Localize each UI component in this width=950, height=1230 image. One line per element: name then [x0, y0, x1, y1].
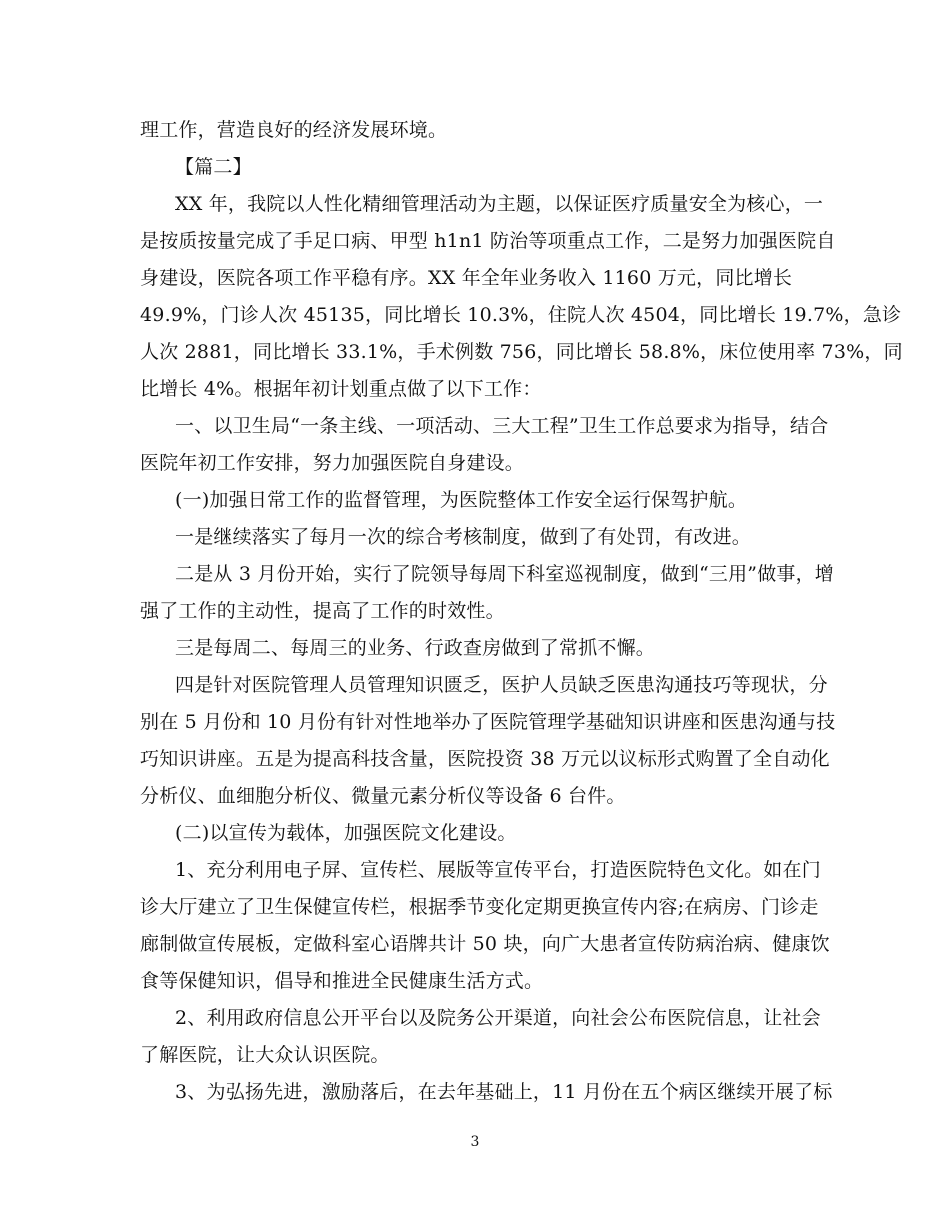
section-heading: 【篇二】	[175, 156, 252, 178]
text-line: 1、充分利用电子屏、宣传栏、展版等宣传平台，打造医院特色文化。如在门	[175, 859, 821, 881]
text-line: 别在 5 月份和 10 月份有针对性地举办了医院管理学基础知识讲座和医患沟通与技	[140, 711, 836, 733]
text-line: 比增长 4%。根据年初计划重点做了以下工作：	[140, 378, 542, 400]
text-line: 3、为弘扬先进，激励落后，在去年基础上，11 月份在五个病区继续开展了标	[175, 1081, 833, 1103]
text-line: 2、利用政府信息公开平台以及院务公开渠道，向社会公布医院信息，让社会	[175, 1007, 821, 1029]
text-line: 分析仪、血细胞分析仪、微量元素分析仪等设备 6 台件。	[140, 785, 626, 807]
text-line: 三是每周二、每周三的业务、行政查房做到了常抓不懈。	[175, 637, 656, 659]
text-line: 医院年初工作安排，努力加强医院自身建设。	[140, 452, 525, 474]
text-line: 是按质按量完成了手足口病、甲型 h1n1 防治等项重点工作，二是努力加强医院自	[140, 230, 836, 252]
text-line: 廊制做宣传展板，定做科室心语牌共计 50 块，向广大患者宣传防病治病、健康饮	[140, 933, 830, 955]
text-line: 49.9%，门诊人次 45135，同比增长 10.3%，住院人次 4504，同比增长 19.7%，急诊	[140, 304, 902, 326]
text-line: 二是从 3 月份开始，实行了院领导每周下科室巡视制度，做到“三用”做事，增	[175, 563, 834, 585]
text-line: 诊大厅建立了卫生保健宣传栏，根据季节变化定期更换宣传内容;在病房、门诊走	[140, 896, 819, 918]
page-number: 3	[470, 1134, 480, 1150]
text-line: 巧知识讲座。五是为提高科技含量，医院投资 38 万元以议标形式购置了全自动化	[140, 748, 830, 770]
text-line: (二)以宣传为载体，加强医院文化建设。	[175, 822, 517, 844]
text-line: 人次 2881，同比增长 33.1%，手术例数 756，同比增长 58.8%，床位使用率 73%，同	[140, 341, 903, 363]
text-line: 强了工作的主动性，提高了工作的时效性。	[140, 600, 505, 622]
text-line: (一)加强日常工作的监督管理，为医院整体工作安全运行保驾护航。	[175, 489, 748, 511]
text-line: 了解医院，让大众认识医院。	[140, 1044, 390, 1066]
text-line: 四是针对医院管理人员管理知识匮乏，医护人员缺乏医患沟通技巧等现状，分	[175, 674, 828, 696]
text-line: 理工作，营造良好的经济发展环境。	[140, 119, 448, 141]
text-line: 食等保健知识，倡导和推进全民健康生活方式。	[140, 970, 544, 992]
text-line: 一、以卫生局“一条主线、一项活动、三大工程”卫生工作总要求为指导，结合	[175, 415, 829, 437]
text-line: XX 年，我院以人性化精细管理活动为主题，以保证医疗质量安全为核心，一	[175, 193, 824, 215]
text-line: 身建设，医院各项工作平稳有序。XX 年全年业务收入 1160 万元，同比增长	[140, 267, 793, 289]
text-line: 一是继续落实了每月一次的综合考核制度，做到了有处罚，有改进。	[175, 526, 752, 548]
